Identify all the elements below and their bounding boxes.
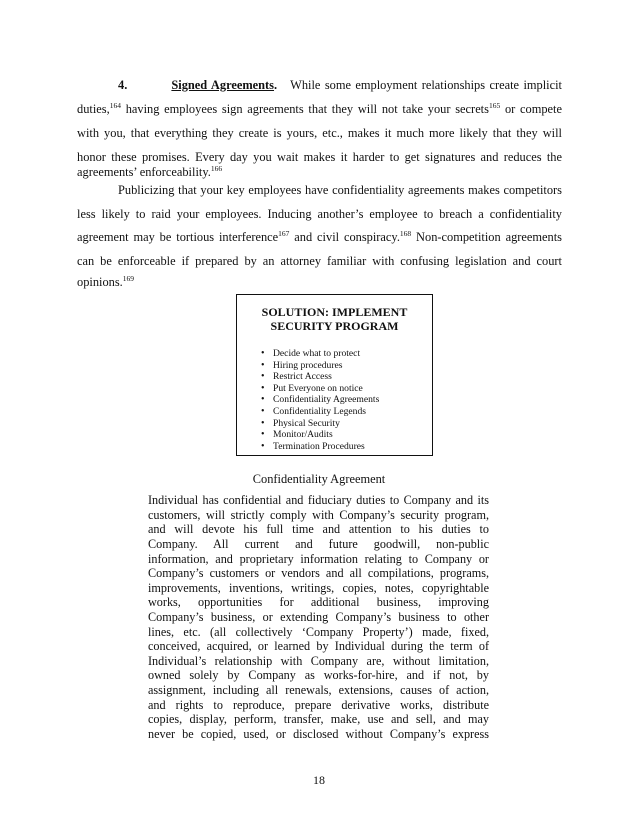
footnote-ref: 167 (278, 228, 290, 238)
section-heading: Signed Agreements (171, 78, 275, 92)
page-number: 18 (313, 773, 325, 787)
heading-period: . (274, 78, 278, 92)
agreement-line: Individual’s relationship with Company are, without limitation, (148, 654, 489, 668)
agreement-line: owned solely by Company as works-for-hire, and if not, by (148, 668, 489, 682)
footnote-ref: 169 (122, 273, 135, 283)
para2-line3: agreement may be tortious interference$^{167}$ and civil conspiracy.$^{168}$ Non-competition agreements (77, 228, 562, 244)
agreement-line: assignment, including all renewals, extensions, causes of action, (148, 683, 489, 697)
list-item: • Put Everyone on notice (261, 383, 379, 395)
list-item: • Physical Security (261, 418, 379, 430)
agreement-line: and rights to reproduce, prepare derivative works, distribute (148, 698, 489, 712)
list-item: • Termination Procedures (261, 441, 379, 453)
para2-line2: less likely to raid your employees. Inducing another’s employee to breach a confidentiality (77, 207, 562, 221)
agreement-line: works, opportunities for additional business, improving (148, 595, 489, 609)
para1-line5: agreements’ enforceability.$^{166}$ (77, 163, 223, 179)
list-item: • Restrict Access (261, 371, 379, 383)
agreement-line: lines, etc. (all collectively ‘Company Property’) made, fixed, (148, 625, 489, 639)
box-title-line2: SECURITY PROGRAM (270, 319, 399, 333)
para1-line3: with you, that everything they create is yours, etc., makes it much more likely that they will (77, 126, 562, 140)
agreement-line: never be copied, used, or disclosed without Company’s express (148, 727, 489, 741)
para1-line2: duties,$^{164}$ having employees sign agreements that they will not take your secrets$^{165}$ or compete (77, 100, 562, 116)
agreement-line: Individual has confidential and fiduciary duties to Company and its (148, 493, 489, 507)
footnote-ref: 168 (399, 228, 412, 238)
list-item: • Monitor/Audits (261, 429, 379, 441)
list-item: • Decide what to protect (261, 348, 379, 360)
footnote-ref: 166 (210, 163, 223, 173)
agreement-line: copies, display, perform, transfer, make, use and sell, and may (148, 712, 489, 726)
agreement-line: improvements, inventions, writings, copies, notes, copyrightable (148, 581, 489, 595)
footnote-ref: 165 (488, 100, 501, 110)
para2-line1: Publicizing that your key employees have confidentiality agreements makes competitors (118, 183, 562, 197)
footnote-ref: 164 (109, 100, 121, 110)
list-item: • Confidentiality Agreements (261, 394, 379, 406)
agreement-line: Company’s customers or vendors and all compilations, programs, (148, 566, 489, 580)
para2-line5: opinions.$^{169}$ (77, 273, 135, 289)
para1-line1: While some employment relationships create implicit (290, 78, 562, 92)
agreement-line: Company. All current and future goodwill, non-public (148, 537, 489, 551)
para2-line4: can be enforceable if prepared by an attorney familiar with confusing legislation and court (77, 254, 562, 268)
agreement-line: Company’s business, or extending Company’s business to other (148, 610, 489, 624)
agreement-line: customers, will strictly comply with Company’s security program, (148, 508, 489, 522)
section-heading-line (118, 77, 562, 93)
agreement-title: Confidentiality Agreement (252, 472, 386, 486)
solution-box (236, 294, 433, 456)
solution-list (261, 348, 379, 452)
agreement-line: information, and proprietary information relating to Company or (148, 552, 489, 566)
para1-line4: honor these promises. Every day you wait makes it harder to get signatures and reduces the (77, 150, 562, 164)
agreement-line: and will devote his full time and attention to his duties to (148, 522, 489, 536)
list-item: • Hiring procedures (261, 360, 379, 372)
section-number: 4. (118, 78, 128, 92)
list-item: • Confidentiality Legends (261, 406, 379, 418)
agreement-line: conceived, acquired, or learned by Individual during the term of (148, 639, 489, 653)
box-title-line1: SOLUTION: IMPLEMENT (261, 305, 408, 319)
